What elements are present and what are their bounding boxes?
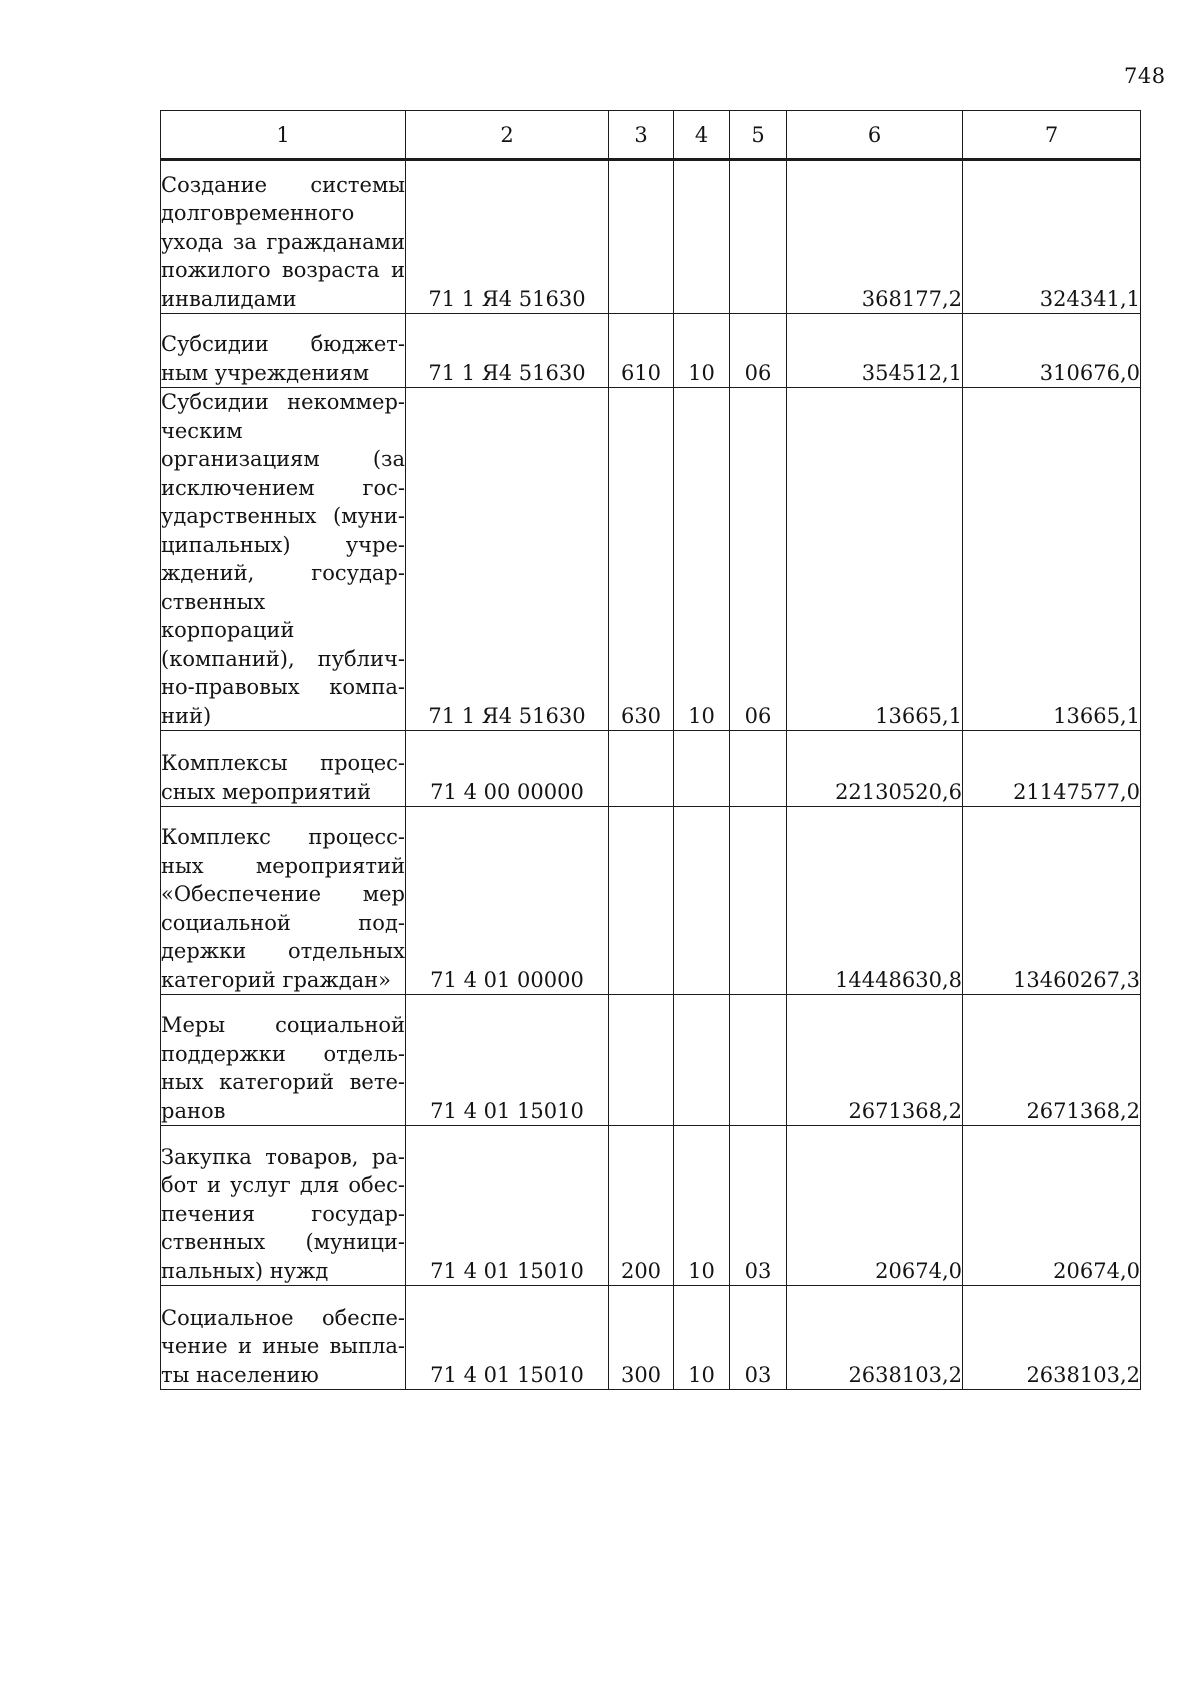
column-header: 6 bbox=[787, 111, 963, 160]
row-col-4: 10 bbox=[674, 1286, 730, 1390]
row-col-4 bbox=[674, 807, 730, 995]
row-code: 71 4 01 00000 bbox=[406, 807, 609, 995]
row-name: Закупка товаров, работ и услуг для обеспечения государственных (муниципальных) нужд bbox=[161, 1126, 406, 1286]
row-col-5 bbox=[730, 731, 787, 807]
row-col-6: 13665,1 bbox=[787, 388, 963, 731]
row-col-7: 21147577,0 bbox=[963, 731, 1141, 807]
row-col-5: 03 bbox=[730, 1126, 787, 1286]
row-col-6: 14448630,8 bbox=[787, 807, 963, 995]
column-header: 5 bbox=[730, 111, 787, 160]
row-col-3 bbox=[609, 160, 674, 314]
row-col-7: 2638103,2 bbox=[963, 1286, 1141, 1390]
row-code: 71 4 01 15010 bbox=[406, 1286, 609, 1390]
row-col-5: 06 bbox=[730, 388, 787, 731]
column-header: 3 bbox=[609, 111, 674, 160]
row-col-4: 10 bbox=[674, 314, 730, 388]
header-row bbox=[161, 111, 1141, 160]
row-col-3: 300 bbox=[609, 1286, 674, 1390]
row-col-7: 20674,0 bbox=[963, 1126, 1141, 1286]
table-row bbox=[161, 388, 1141, 731]
table-row bbox=[161, 807, 1141, 995]
row-name: Субсидии некоммерческим организациям (за исключением государственных (муниципальных) учреждений, государственных корпораций (компаний), публично-правовых компаний) bbox=[161, 388, 406, 731]
row-col-7: 13460267,3 bbox=[963, 807, 1141, 995]
row-col-5: 03 bbox=[730, 1286, 787, 1390]
page-number: 748 bbox=[1124, 64, 1166, 88]
row-code: 71 4 01 15010 bbox=[406, 995, 609, 1126]
row-col-5: 06 bbox=[730, 314, 787, 388]
row-col-4: 10 bbox=[674, 388, 730, 731]
row-code: 71 1 Я4 51630 bbox=[406, 160, 609, 314]
column-header: 7 bbox=[963, 111, 1141, 160]
row-name: Создание системы долговременного ухода за гражданами пожилого возраста и инвалидами bbox=[161, 160, 406, 314]
row-col-6: 22130520,6 bbox=[787, 731, 963, 807]
row-col-3: 200 bbox=[609, 1126, 674, 1286]
table-row bbox=[161, 995, 1141, 1126]
row-col-3 bbox=[609, 731, 674, 807]
row-col-6: 2671368,2 bbox=[787, 995, 963, 1126]
row-col-6: 2638103,2 bbox=[787, 1286, 963, 1390]
row-name: Комплексы процессных мероприятий bbox=[161, 731, 406, 807]
table-row bbox=[161, 731, 1141, 807]
row-col-7: 13665,1 bbox=[963, 388, 1141, 731]
row-col-7: 310676,0 bbox=[963, 314, 1141, 388]
row-name: Субсидии бюджетным учреждениям bbox=[161, 314, 406, 388]
table-row bbox=[161, 160, 1141, 314]
row-code: 71 1 Я4 51630 bbox=[406, 388, 609, 731]
row-name: Комплекс процессных мероприятий «Обеспечение мер социальной поддержки отдельных категорий граждан» bbox=[161, 807, 406, 995]
table-row bbox=[161, 314, 1141, 388]
row-code: 71 4 01 15010 bbox=[406, 1126, 609, 1286]
row-col-3: 630 bbox=[609, 388, 674, 731]
row-name: Социальное обеспечение и иные выплаты населению bbox=[161, 1286, 406, 1390]
row-col-6: 20674,0 bbox=[787, 1126, 963, 1286]
table-row bbox=[161, 1126, 1141, 1286]
row-col-7: 2671368,2 bbox=[963, 995, 1141, 1126]
row-col-3 bbox=[609, 807, 674, 995]
table-row bbox=[161, 1286, 1141, 1390]
row-col-3: 610 bbox=[609, 314, 674, 388]
row-col-7: 324341,1 bbox=[963, 160, 1141, 314]
row-col-6: 354512,1 bbox=[787, 314, 963, 388]
column-header: 4 bbox=[674, 111, 730, 160]
row-col-4: 10 bbox=[674, 1126, 730, 1286]
budget-table bbox=[160, 110, 1141, 1390]
row-col-4 bbox=[674, 731, 730, 807]
row-code: 71 1 Я4 51630 bbox=[406, 314, 609, 388]
row-col-4 bbox=[674, 995, 730, 1126]
row-col-3 bbox=[609, 995, 674, 1126]
column-header: 1 bbox=[161, 111, 406, 160]
row-name: Меры социальной поддержки отдельных категорий ветеранов bbox=[161, 995, 406, 1126]
column-header: 2 bbox=[406, 111, 609, 160]
row-col-5 bbox=[730, 807, 787, 995]
row-col-6: 368177,2 bbox=[787, 160, 963, 314]
row-col-5 bbox=[730, 160, 787, 314]
row-col-4 bbox=[674, 160, 730, 314]
row-code: 71 4 00 00000 bbox=[406, 731, 609, 807]
row-col-5 bbox=[730, 995, 787, 1126]
